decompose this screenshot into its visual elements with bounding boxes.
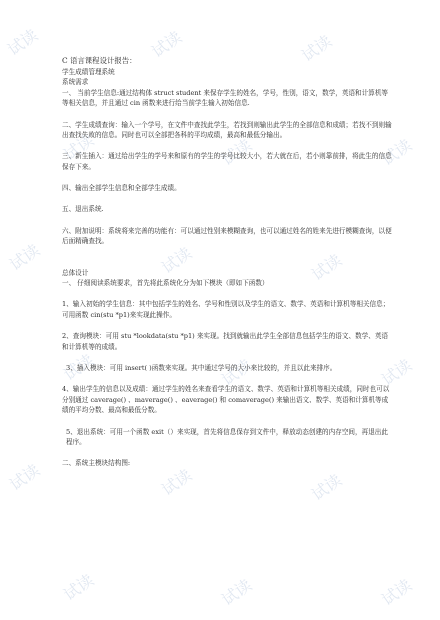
module-3: 3、插入模块：可用 insert( )函数来实现。其中通过学号的大小来比较的，并且以此来排序。 bbox=[66, 364, 337, 373]
watermark: 试读 bbox=[378, 575, 416, 610]
watermark: 试读 bbox=[308, 250, 346, 285]
system-name: 学生成绩管理系统 bbox=[62, 67, 115, 76]
requirement-3: 三、新生插入：通过给出学生的学号来和原有的学生的学号比较大小，若大就在后，若小则靠前排，将此生的信息保存下来。 bbox=[62, 152, 392, 171]
module-4: 4、输出学生的信息以及成绩：通过学生的姓名来查看学生的语文、数学、英语和计算机等相关成绩，同时也可以分别通过 caverage() 、maverage() 、eaverage() 和 comaverage() 来输出语文、数学、英语和计算机等成绩的平均分数、最高和最低分数。 bbox=[62, 385, 390, 415]
watermark: 试读 bbox=[218, 355, 256, 390]
document-body bbox=[62, 56, 392, 469]
requirement-2: 二、学生成绩查询：输入一个学号，在文件中查找此学生，若找到则输出此学生的全部信息和成绩；若找不到则输出查找失败的信息。同时也可以全部把各科的平均成绩，最高和最低分输出。 bbox=[62, 120, 392, 140]
watermark: 试读 bbox=[298, 31, 336, 66]
requirement-4: 四、输出全部学生信息和全部学生成绩。 bbox=[62, 184, 181, 193]
section-requirements: 系统需求 bbox=[62, 78, 89, 87]
module-2: 2、查询模块：可用 stu *lookdata(stu *p1) 来实现。找到就输出此学生全部信息包括学生的语文、数学、英语和计算机等的成绩。 bbox=[62, 332, 389, 351]
watermark: 试读 bbox=[218, 575, 256, 610]
design-intro: 一、 仔细阅读系统要求，首先将此系统化分为如下模块（即如下函数） bbox=[62, 279, 269, 288]
watermark: 试读 bbox=[378, 135, 416, 170]
watermark: 试读 bbox=[6, 240, 44, 275]
module-1: 1、输入初始的学生信息：其中包括学生的姓名、学号和性别以及学生的语文、数学、英语和计算机等相关信息；可用函数 cin(stu *p1)来实现此操作。 bbox=[62, 300, 390, 320]
watermark: 试读 bbox=[60, 350, 98, 385]
watermark: 试读 bbox=[158, 465, 196, 500]
watermark: 试读 bbox=[158, 243, 196, 278]
requirement-1: 一、 当前学生信息:通过结构体 struct student 来保存学生的姓名，学号，性别，语文，数学，英语和计算机等等相关信息，并且通过 cin 函数来进行给当前学生输入初始信息. bbox=[62, 88, 389, 108]
section-module-diagram: 二、系统主模块结构图: bbox=[62, 459, 131, 468]
requirement-6: 六、附加说明：系统将来完善的功能有：可以通过性别来模糊查询，也可以通过姓名的姓来先进行模糊查询，以便后面精确查找。 bbox=[62, 226, 392, 246]
watermark: 试读 bbox=[60, 130, 98, 165]
watermark: 试读 bbox=[148, 27, 186, 62]
watermark: 试读 bbox=[6, 460, 44, 495]
watermark: 试读 bbox=[308, 470, 346, 505]
module-5: 5、退出系统：可用一个函数 exit（）来实现，首先将信息保存到文件中，释放动态创建的内存空间，再退出此程序。 bbox=[66, 427, 388, 447]
watermark: 试读 bbox=[218, 135, 256, 170]
watermark: 试读 bbox=[378, 355, 416, 390]
requirement-5: 五、退出系统. bbox=[62, 205, 104, 214]
watermark: 试读 bbox=[60, 570, 98, 605]
report-title: C 语言课程设计报告： bbox=[62, 56, 137, 65]
section-design: 总体设计 bbox=[62, 268, 89, 277]
watermark: 试读 bbox=[4, 25, 42, 60]
